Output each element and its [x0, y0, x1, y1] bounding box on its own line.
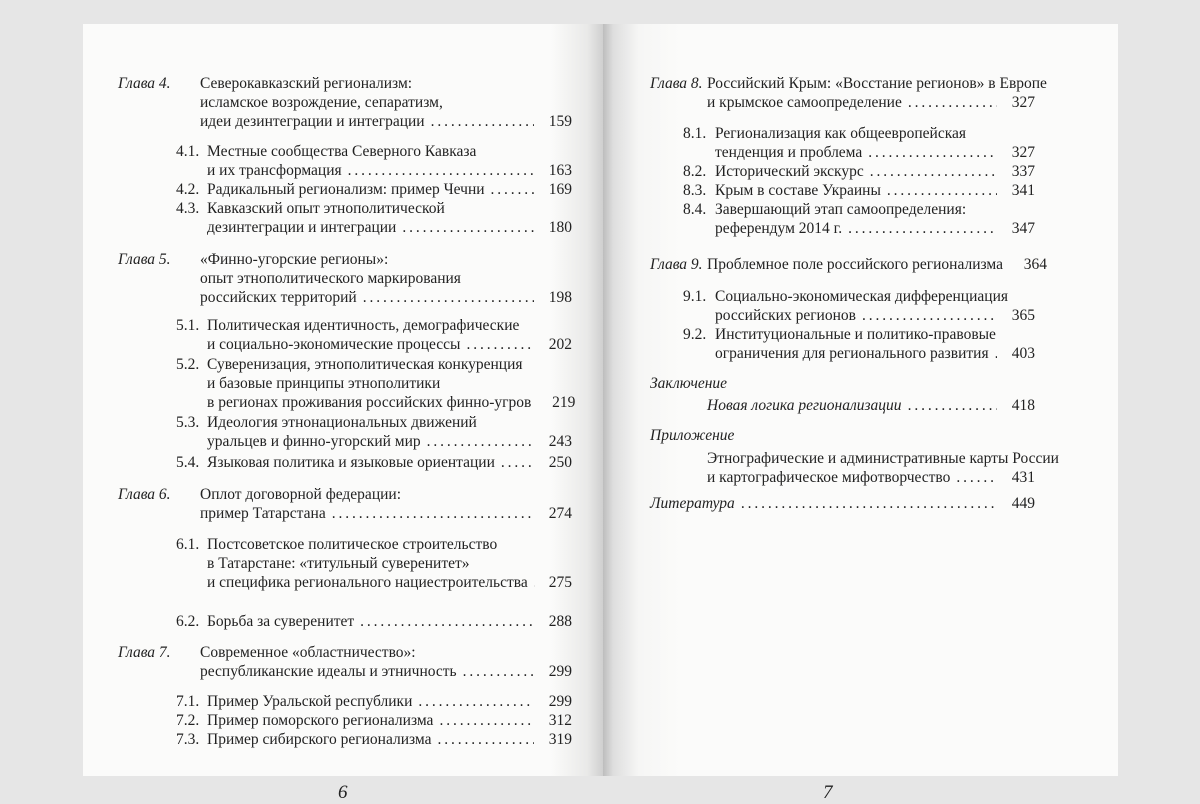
- entry-page-number: 299: [544, 662, 572, 681]
- dot-leader: [427, 432, 534, 451]
- dot-leader: [995, 344, 997, 363]
- chapter-label: Глава 5.: [118, 250, 171, 269]
- toc-entry-line[interactable]: [650, 494, 1035, 513]
- entry-title: в регионах проживания российских финно-угров: [207, 393, 531, 412]
- entry-page-number: 341: [1007, 181, 1035, 200]
- entry-page-number: 418: [1007, 396, 1035, 415]
- entry-title: исламское возрождение, сепаратизм,: [200, 93, 443, 112]
- dot-leader: [438, 730, 535, 749]
- entry-title: ограничения для регионального развития: [715, 344, 989, 363]
- dot-leader: [363, 288, 534, 307]
- entry-title: и специфика регионального нациестроительства: [207, 573, 528, 592]
- entry-title: Радикальный регионализм: пример Чечни: [207, 180, 485, 199]
- entry-title: Институциональные и политико-правовые: [715, 325, 996, 344]
- entry-title: Регионализация как общеевропейская: [715, 124, 966, 143]
- dot-leader: [466, 335, 534, 354]
- entry-title: Политическая идентичность, демографические: [207, 316, 519, 335]
- entry-page-number: 312: [544, 711, 572, 730]
- entry-page-number: 327: [1007, 143, 1035, 162]
- entry-title: тенденция и проблема: [715, 143, 862, 162]
- toc-chapter-line[interactable]: [200, 485, 401, 504]
- entry-title: Языковая политика и языковые ориентации: [207, 453, 495, 472]
- entry-title: Российский Крым: «Восстание регионов» в Европе: [707, 74, 1047, 93]
- toc-chapter-line[interactable]: [200, 74, 412, 93]
- entry-title: Литература: [650, 494, 735, 513]
- entry-title: уральцев и финно-угорский мир: [207, 432, 421, 451]
- toc-chapter-line[interactable]: [200, 93, 443, 112]
- entry-title: Суверенизация, этнополитическая конкуренция: [207, 355, 523, 374]
- dot-leader: [418, 692, 534, 711]
- toc-chapter-line[interactable]: [200, 250, 388, 269]
- entry-title: Оплот договорной федерации:: [200, 485, 401, 504]
- section-number: 8.3.: [683, 181, 706, 200]
- entry-title: опыт этнополитического маркирования: [200, 269, 461, 288]
- toc-entry-line[interactable]: [207, 335, 572, 354]
- section-number: 4.2.: [176, 180, 199, 199]
- toc-entry-line[interactable]: [715, 287, 1008, 306]
- entry-title: дезинтеграции и интеграции: [207, 218, 396, 237]
- entry-page-number: 219: [547, 393, 575, 412]
- toc-entry-line[interactable]: [207, 612, 572, 631]
- toc-entry-line[interactable]: [715, 143, 1035, 162]
- toc-chapter-line[interactable]: [707, 255, 1035, 274]
- section-number: 5.3.: [176, 413, 199, 432]
- entry-title: российских территорий: [200, 288, 357, 307]
- toc-entry-line[interactable]: [715, 344, 1035, 363]
- entry-page-number: 169: [544, 180, 572, 199]
- toc-entry-line[interactable]: [207, 199, 445, 218]
- entry-title: Пример Уральской республики: [207, 692, 412, 711]
- entry-title: Пример сибирского регионализма: [207, 730, 432, 749]
- chapter-label: Глава 9.: [650, 255, 703, 274]
- section-number: 8.4.: [683, 200, 706, 219]
- toc-entry-line[interactable]: [207, 730, 572, 749]
- right-page: [603, 24, 1118, 776]
- entry-title: Борьба за суверенитет: [207, 612, 354, 631]
- entry-page-number: 327: [1007, 93, 1035, 112]
- dot-leader: [887, 181, 997, 200]
- toc-chapter-line[interactable]: [200, 643, 416, 662]
- section-label: Приложение: [650, 426, 734, 445]
- entry-title: Проблемное поле российского регионализма: [707, 255, 1003, 274]
- section-number: 5.1.: [176, 316, 199, 335]
- toc-entry-line[interactable]: [715, 325, 996, 344]
- section-number: 7.1.: [176, 692, 199, 711]
- entry-title: Новая логика регионализации: [707, 396, 902, 415]
- left-page: [83, 24, 603, 776]
- entry-page-number: 337: [1007, 162, 1035, 181]
- toc-entry-line[interactable]: [707, 468, 1035, 487]
- dot-leader: [741, 494, 997, 513]
- toc-entry-line[interactable]: [207, 161, 572, 180]
- entry-title: Местные сообщества Северного Кавказа: [207, 142, 476, 161]
- toc-chapter-line[interactable]: [707, 93, 1035, 112]
- entry-title: пример Татарстана: [200, 504, 326, 523]
- entry-title: Кавказский опыт этнополитической: [207, 199, 445, 218]
- section-number: 5.2.: [176, 355, 199, 374]
- section-number: 5.4.: [176, 453, 199, 472]
- toc-entry-line[interactable]: [207, 374, 440, 393]
- toc-entry-line[interactable]: [207, 453, 572, 472]
- entry-page-number: 288: [544, 612, 572, 631]
- toc-entry-line[interactable]: [715, 219, 1035, 238]
- entry-page-number: 319: [544, 730, 572, 749]
- entry-title: «Финно-угорские регионы»:: [200, 250, 388, 269]
- toc-entry-line[interactable]: [207, 535, 497, 554]
- dot-leader: [862, 306, 997, 325]
- entry-page-number: 202: [544, 335, 572, 354]
- toc-entry-line[interactable]: [715, 124, 966, 143]
- entry-page-number: 365: [1007, 306, 1035, 325]
- entry-title: и картографическое мифотворчество: [707, 468, 950, 487]
- section-number: 4.3.: [176, 199, 199, 218]
- dot-leader: [348, 161, 534, 180]
- toc-entry-line[interactable]: [207, 413, 477, 432]
- toc-entry-line[interactable]: [715, 181, 1035, 200]
- entry-title: Постсоветское политическое строительство: [207, 535, 497, 554]
- dot-leader: [360, 612, 534, 631]
- entry-page-number: 250: [544, 453, 572, 472]
- toc-entry-line[interactable]: [207, 142, 476, 161]
- dot-leader: [908, 93, 997, 112]
- chapter-label: Глава 7.: [118, 643, 171, 662]
- entry-page-number: 403: [1007, 344, 1035, 363]
- section-number: 8.2.: [683, 162, 706, 181]
- entry-page-number: 449: [1007, 494, 1035, 513]
- entry-title: Завершающий этап самоопределения:: [715, 200, 966, 219]
- toc-entry-line[interactable]: [707, 449, 1059, 468]
- section-number: 4.1.: [176, 142, 199, 161]
- section-number: 6.2.: [176, 612, 199, 631]
- dot-leader: [848, 219, 997, 238]
- dot-leader: [332, 504, 534, 523]
- toc-chapter-line[interactable]: [707, 74, 1047, 93]
- dot-leader: [870, 162, 997, 181]
- entry-title: и крымское самоопределение: [707, 93, 902, 112]
- entry-page-number: 274: [544, 504, 572, 523]
- entry-page-number: 364: [1019, 255, 1047, 274]
- toc-entry-line[interactable]: [207, 218, 572, 237]
- entry-title: Северокавказский регионализм:: [200, 74, 412, 93]
- chapter-label: Глава 6.: [118, 485, 171, 504]
- section-number: 7.2.: [176, 711, 199, 730]
- toc-chapter-line[interactable]: [200, 504, 572, 523]
- dot-leader: [439, 711, 534, 730]
- page-number: 6: [338, 782, 348, 804]
- entry-page-number: 163: [544, 161, 572, 180]
- entry-title: и их трансформация: [207, 161, 342, 180]
- toc-entry-line[interactable]: [207, 316, 519, 335]
- dot-leader: [868, 143, 997, 162]
- entry-title: Идеология этнонациональных движений: [207, 413, 477, 432]
- toc-entry-line[interactable]: [207, 711, 572, 730]
- toc-entry-line[interactable]: [707, 396, 1035, 415]
- entry-title: российских регионов: [715, 306, 856, 325]
- chapter-label: Глава 4.: [118, 74, 171, 93]
- entry-page-number: 431: [1007, 468, 1035, 487]
- entry-page-number: 243: [544, 432, 572, 451]
- dot-leader: [908, 396, 997, 415]
- entry-title: Исторический экскурс: [715, 162, 864, 181]
- dot-leader: [402, 218, 534, 237]
- entry-title: и базовые принципы этнополитики: [207, 374, 440, 393]
- toc-entry-line[interactable]: [207, 554, 470, 573]
- toc-chapter-line[interactable]: [200, 288, 572, 307]
- section-number: 9.1.: [683, 287, 706, 306]
- section-number: 7.3.: [176, 730, 199, 749]
- dot-leader: [491, 180, 534, 199]
- chapter-label: Глава 8.: [650, 74, 703, 93]
- toc-chapter-line[interactable]: [200, 269, 461, 288]
- entry-title: Пример поморского регионализма: [207, 711, 433, 730]
- toc-entry-line[interactable]: [207, 355, 523, 374]
- section-number: 6.1.: [176, 535, 199, 554]
- entry-title: Этнографические и административные карты России: [707, 449, 1059, 468]
- page-number: 7: [823, 782, 833, 804]
- entry-title: республиканские идеалы и этничность: [200, 662, 457, 681]
- dot-leader: [431, 112, 534, 131]
- toc-chapter-line[interactable]: [200, 662, 572, 681]
- toc-entry-line[interactable]: [207, 180, 572, 199]
- entry-title: Крым в составе Украины: [715, 181, 881, 200]
- toc-entry-line[interactable]: [207, 692, 572, 711]
- toc-chapter-line[interactable]: [200, 112, 572, 131]
- section-label: Заключение: [650, 374, 727, 393]
- entry-page-number: 275: [544, 573, 572, 592]
- section-number: 9.2.: [683, 325, 706, 344]
- toc-entry-line[interactable]: [207, 432, 572, 451]
- entry-title: Современное «областничество»:: [200, 643, 416, 662]
- toc-entry-line[interactable]: [207, 573, 572, 592]
- toc-entry-line[interactable]: [207, 393, 572, 412]
- entry-page-number: 299: [544, 692, 572, 711]
- entry-page-number: 198: [544, 288, 572, 307]
- entry-title: идеи дезинтеграции и интеграции: [200, 112, 425, 131]
- entry-page-number: 180: [544, 218, 572, 237]
- entry-page-number: 159: [544, 112, 572, 131]
- dot-leader: [956, 468, 997, 487]
- section-number: 8.1.: [683, 124, 706, 143]
- dot-leader: [463, 662, 534, 681]
- toc-entry-line[interactable]: [715, 200, 966, 219]
- toc-entry-line[interactable]: [715, 306, 1035, 325]
- dot-leader: [501, 453, 534, 472]
- entry-title: Социально-экономическая дифференциация: [715, 287, 1008, 306]
- toc-entry-line[interactable]: [715, 162, 1035, 181]
- entry-title: в Татарстане: «титульный суверенитет»: [207, 554, 470, 573]
- entry-title: и социально-экономические процессы: [207, 335, 460, 354]
- entry-title: референдум 2014 г.: [715, 219, 842, 238]
- entry-page-number: 347: [1007, 219, 1035, 238]
